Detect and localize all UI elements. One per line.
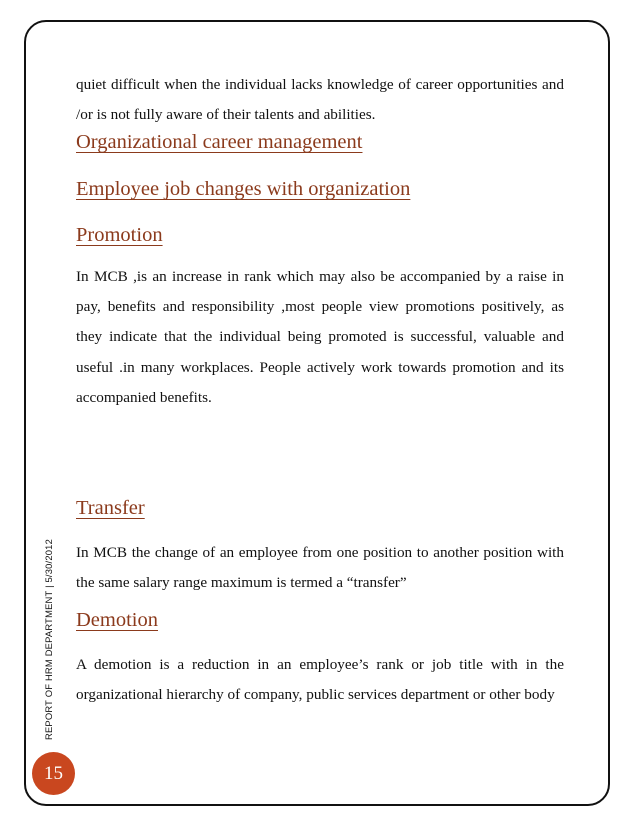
heading-transfer: Transfer — [76, 497, 145, 519]
heading-organizational-career-management: Organizational career management — [76, 131, 363, 153]
page-number-badge — [32, 752, 75, 795]
demotion-paragraph: A demotion is a reduction in an employee’s rank or job title with in the organizational hierarchy of company, public services department or other body — [76, 656, 564, 704]
heading-demotion: Demotion — [76, 609, 158, 631]
heading-employee-job-changes: Employee job changes with organization — [76, 178, 411, 200]
transfer-paragraph: In MCB the change of an employee from one position to another position with the same salary range maximum is termed a “transfer” — [76, 544, 564, 592]
page-number: 15 — [44, 762, 63, 784]
heading-promotion: Promotion — [76, 224, 163, 246]
promotion-paragraph: In MCB ,is an increase in rank which may also be accompanied by a raise in pay, benefits and responsibility ,most people view promotions positively, as they indicate that the individual being promoted is successful, valuable and useful .in many workplaces. People actively work towards promotion and its accompanied benefits. — [76, 268, 564, 406]
report-side-label: REPORT OF HRM DEPARTMENT | 5/30/2012 — [43, 538, 54, 740]
intro-paragraph: quiet difficult when the individual lacks knowledge of career opportunities and /or is not fully aware of their talents and abilities. — [76, 76, 564, 124]
